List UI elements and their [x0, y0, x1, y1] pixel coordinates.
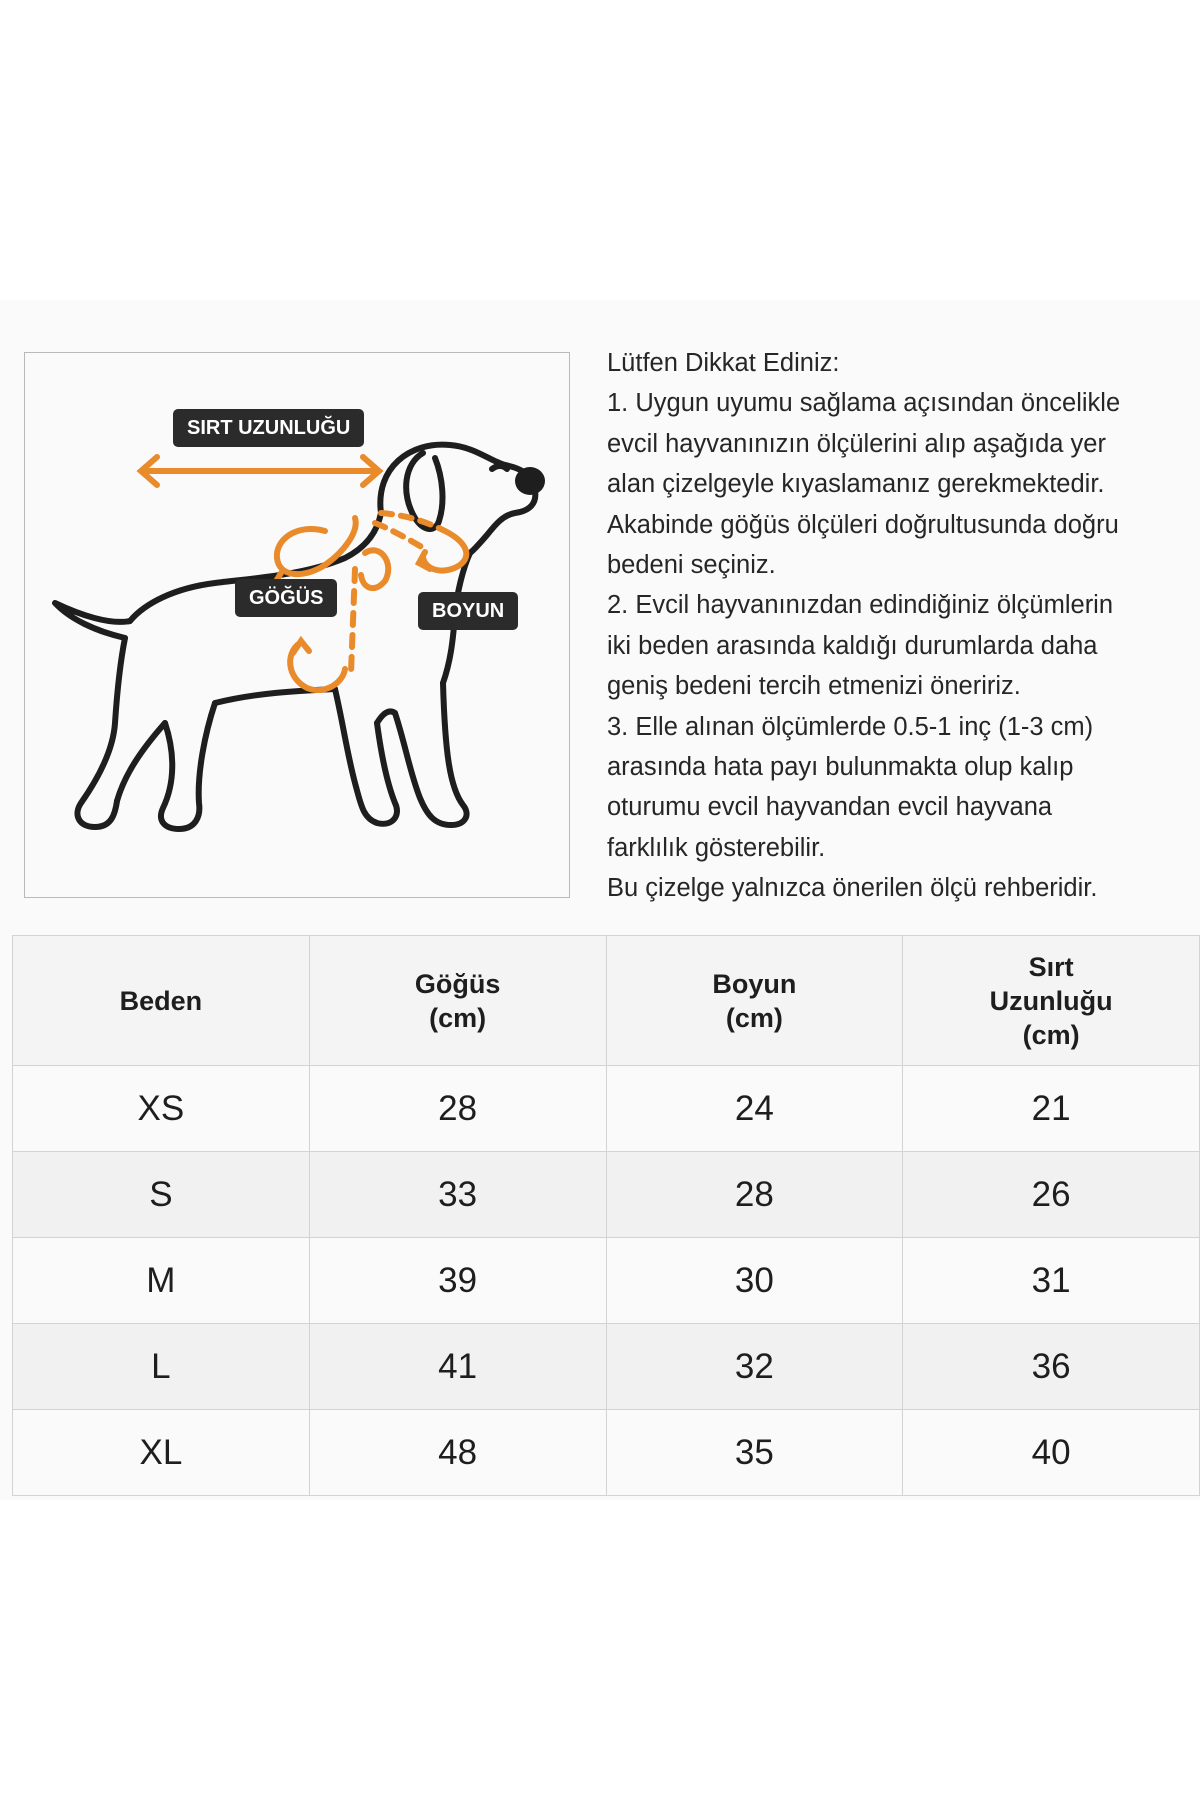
chest-label: GÖĞÜS [235, 579, 337, 617]
cell-size: L [13, 1324, 310, 1410]
header-line: Uzunluğu [989, 985, 1113, 1016]
notes-line: Akabinde göğüs ölçüleri doğrultusunda doğru [607, 510, 1119, 539]
cell-neck: 32 [606, 1324, 903, 1410]
notes-line: geniş bedeni tercih etmenizi öneririz. [607, 672, 1021, 701]
header-line: Sırt [1028, 951, 1074, 982]
size-chart-table [12, 935, 1200, 1496]
cell-neck: 24 [606, 1066, 903, 1152]
notes-line: iki beden arasında kaldığı durumlarda daha [607, 631, 1098, 660]
table-row [13, 1324, 1200, 1410]
back-length-arrow [141, 457, 379, 485]
cell-back-length: 21 [903, 1066, 1200, 1152]
header-size [13, 936, 310, 1066]
header-back-length [903, 936, 1200, 1066]
cell-chest: 33 [309, 1152, 606, 1238]
header-line: (cm) [429, 1002, 487, 1033]
table-row [13, 1152, 1200, 1238]
notes-line: evcil hayvanınızın ölçülerini alıp aşağıda yer [607, 429, 1106, 458]
notes-line: 3. Elle alınan ölçümlerde 0.5-1 inç (1-3 cm) [607, 712, 1094, 741]
dog-measurement-diagram [24, 352, 570, 898]
notes-line: alan çizelgeyle kıyaslamanız gerekmektedir. [607, 470, 1105, 499]
header-line: Beden [119, 985, 203, 1016]
notes-line: 2. Evcil hayvanınızdan edindiğiniz ölçümlerin [607, 591, 1114, 620]
table-row [13, 1066, 1200, 1152]
measurement-notes [607, 343, 1200, 909]
cell-chest: 48 [309, 1410, 606, 1496]
table-row [13, 1410, 1200, 1496]
header-neck [606, 936, 903, 1066]
cell-chest: 28 [309, 1066, 606, 1152]
notes-line: Bu çizelge yalnızca önerilen ölçü rehberidir. [607, 874, 1098, 903]
cell-back-length: 26 [903, 1152, 1200, 1238]
notes-line: farklılık gösterebilir. [607, 833, 826, 862]
cell-back-length: 40 [903, 1410, 1200, 1496]
table-header-row [13, 936, 1200, 1066]
header-line: Göğüs [414, 968, 501, 999]
notes-title: Lütfen Dikkat Ediniz: [607, 349, 840, 377]
header-line: (cm) [1022, 1019, 1080, 1050]
cell-back-length: 31 [903, 1238, 1200, 1324]
table-row [13, 1238, 1200, 1324]
cell-size: S [13, 1152, 310, 1238]
notes-line: bedeni seçiniz. [607, 551, 776, 580]
header-line: Boyun [712, 968, 797, 999]
notes-line: arasında hata payı bulunmakta olup kalıp [607, 753, 1074, 782]
cell-neck: 30 [606, 1238, 903, 1324]
notes-line: 1. Uygun uyumu sağlama açısından öncelikle [607, 389, 1121, 418]
neck-label: BOYUN [418, 592, 518, 630]
cell-neck: 35 [606, 1410, 903, 1496]
cell-size: XL [13, 1410, 310, 1496]
cell-chest: 39 [309, 1238, 606, 1324]
dog-outline [55, 445, 535, 829]
dog-nose [515, 467, 545, 495]
cell-back-length: 36 [903, 1324, 1200, 1410]
back-length-label: SIRT UZUNLUĞU [173, 409, 364, 447]
cell-neck: 28 [606, 1152, 903, 1238]
cell-chest: 41 [309, 1324, 606, 1410]
notes-line: oturumu evcil hayvandan evcil hayvana [607, 793, 1053, 822]
header-chest [309, 936, 606, 1066]
cell-size: M [13, 1238, 310, 1324]
cell-size: XS [13, 1066, 310, 1152]
header-line: (cm) [725, 1002, 783, 1033]
